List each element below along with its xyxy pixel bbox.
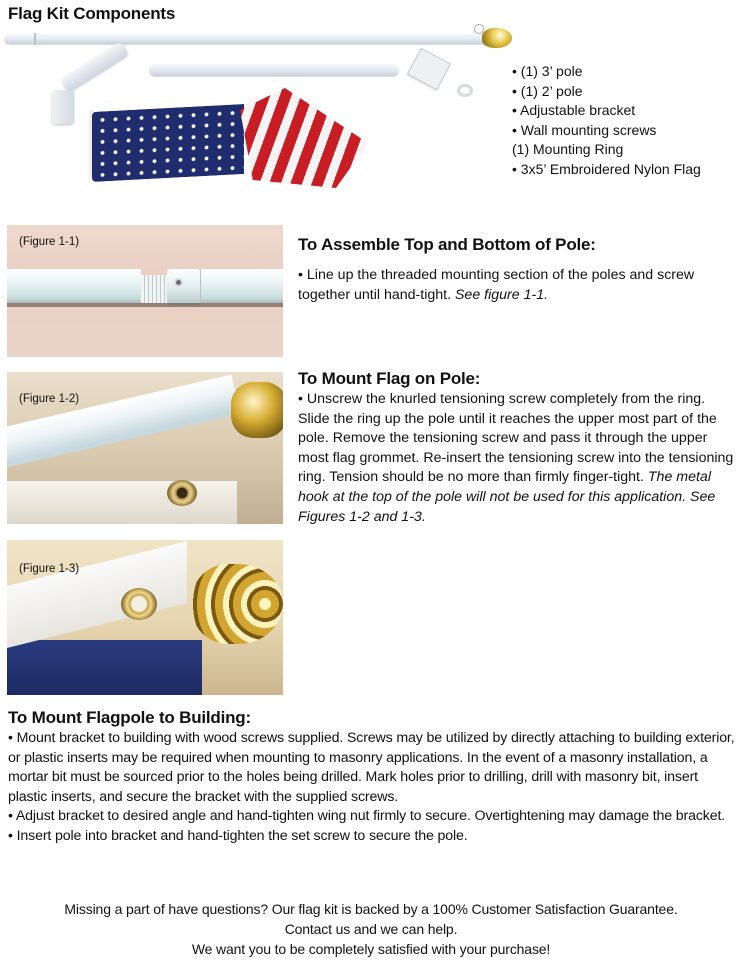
bracket-arm-image bbox=[60, 41, 130, 93]
instruction-bullet: • Insert pole into bracket and hand-tighten the set screw to secure the pole. bbox=[8, 827, 468, 844]
component-item: (1) Mounting Ring bbox=[512, 141, 624, 157]
figure-1-1-image bbox=[7, 225, 283, 357]
footer-line: Contact us and we can help. bbox=[284, 921, 458, 937]
section-text bbox=[298, 390, 738, 527]
flag-stripes bbox=[240, 88, 368, 188]
instruction-text: • Unscrew the knurled tensioning screw completely from the ring. Slide the ring up the pole until it reaches the upper most part of the pole. Remove the tensioning screw and pass it through the upper most flag grommet. Re-insert the tensioning screw into the tensioning ring. Tension should be no more than firmly finger-tight. bbox=[298, 391, 734, 486]
kit-components-image bbox=[0, 24, 520, 194]
flag-canton-stars bbox=[92, 104, 244, 182]
component-item: • Adjustable bracket bbox=[512, 102, 636, 118]
flag-grommet bbox=[121, 588, 157, 620]
component-item: • Wall mounting screws bbox=[512, 121, 657, 138]
figure-label: (Figure 1-1) bbox=[19, 236, 80, 248]
figure-1-2-image bbox=[7, 372, 283, 524]
three-foot-pole-image bbox=[4, 34, 492, 44]
footer-line: We want you to be completely satisfied with your purchase! bbox=[191, 941, 551, 957]
us-flag-image bbox=[92, 88, 370, 190]
mount-flag-section bbox=[298, 368, 738, 527]
section-text bbox=[298, 266, 738, 305]
mounting-ring-image bbox=[457, 84, 473, 97]
flag-header-cloth bbox=[7, 480, 237, 524]
kit-title: Flag Kit Components bbox=[8, 4, 176, 23]
pole-joint bbox=[34, 33, 36, 45]
flag-header-cloth bbox=[7, 541, 187, 648]
pole-image bbox=[7, 375, 240, 472]
figure-reference: The metal hook at the top of the pole will not be used for this application. See Figures 1-2 and 1-3. bbox=[298, 469, 716, 525]
top-pole-section bbox=[201, 269, 283, 303]
guarantee-footer bbox=[0, 899, 742, 959]
figure-reference: See figure 1-1. bbox=[454, 286, 549, 303]
two-foot-pole-image bbox=[149, 64, 399, 76]
brass-finial-image bbox=[193, 564, 283, 644]
mount-building-section bbox=[8, 707, 738, 847]
instruction-bullet: • Mount bracket to building with wood screws supplied. Screws may be utilized by directly attaching to building exterior, or plastic inserts may be required when mounting to masonry applications. In the event of a masonry installation, a mortar bit must be sourced prior to the holes being drilled. Mark holes prior to drilling, drill with masonry bit, insert plastic inserts, and secure the bracket with the supplied screws. bbox=[8, 730, 735, 805]
figure-label: (Figure 1-3) bbox=[19, 563, 80, 575]
component-item: • (1) 3’ pole bbox=[512, 63, 583, 79]
figure-1-3-image bbox=[7, 540, 283, 695]
component-item: • (1) 2’ pole bbox=[512, 82, 583, 99]
flag-blue-field bbox=[7, 640, 202, 695]
bottom-pole-section bbox=[7, 269, 141, 303]
brass-finial-image bbox=[231, 382, 283, 438]
brass-finial-image bbox=[482, 28, 512, 48]
screws-pack-image bbox=[407, 48, 451, 90]
assemble-pole-section bbox=[298, 234, 738, 305]
footer-line: Missing a part of have questions? Our flag kit is backed by a 100% Customer Satisfaction Guarantee. bbox=[64, 901, 678, 917]
pole-collar bbox=[167, 269, 201, 305]
figure-label: (Figure 1-2) bbox=[19, 393, 80, 405]
section-heading: To Assemble Top and Bottom of Pole: bbox=[298, 235, 596, 254]
bracket-base-image bbox=[52, 90, 74, 124]
components-list bbox=[512, 62, 701, 179]
section-heading: To Mount Flag on Pole: bbox=[298, 369, 481, 388]
section-heading: To Mount Flagpole to Building: bbox=[8, 708, 251, 727]
set-screw bbox=[174, 278, 183, 287]
instruction-bullet: • Adjust bracket to desired angle and hand-tighten wing nut firmly to secure. Overtightening may damage the bracket. bbox=[8, 808, 726, 825]
component-item: • 3x5’ Embroidered Nylon Flag bbox=[512, 160, 701, 177]
instruction-text: • Line up the threaded mounting section of the poles and screw together until hand-tight. bbox=[298, 267, 695, 303]
threaded-section bbox=[141, 275, 167, 303]
pole-shadow bbox=[7, 303, 283, 307]
flag-grommet bbox=[167, 480, 197, 506]
